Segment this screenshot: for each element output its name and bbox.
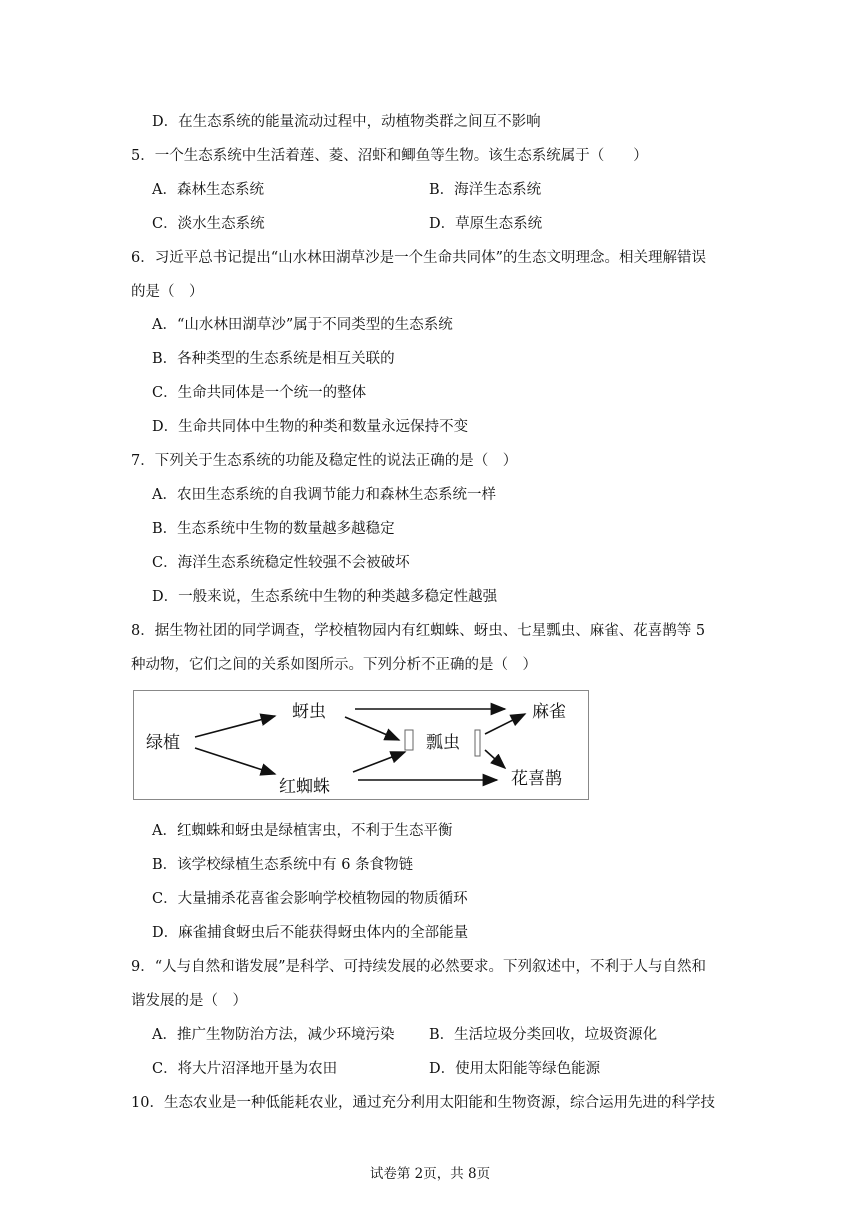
q7-option-b: B．生态系统中生物的数量越多越稳定 bbox=[152, 521, 395, 537]
node-aphid: 蚜虫 bbox=[292, 702, 326, 722]
q7-option-d: D．一般来说，生态系统中生物的种类越多稳定性越强 bbox=[152, 589, 498, 605]
q9-option-d: D．使用太阳能等绿色能源 bbox=[429, 1061, 601, 1077]
q7-option-c: C．海洋生态系统稳定性较强不会被破坏 bbox=[152, 555, 410, 571]
q10-stem-line1: 10．生态农业是一种低能耗农业，通过充分利用太阳能和生物资源，综合运用先进的科学技 bbox=[131, 1095, 715, 1111]
q5-option-a: A．森林生态系统 bbox=[152, 182, 264, 198]
q8-option-c: C．大量捕杀花喜雀会影响学校植物园的物质循环 bbox=[152, 891, 468, 907]
q8-option-b: B．该学校绿植生态系统中有 6 条食物链 bbox=[152, 857, 414, 873]
q6-option-b: B．各种类型的生态系统是相互关联的 bbox=[152, 351, 395, 367]
node-green-plant: 绿植 bbox=[146, 733, 180, 753]
q6-option-d: D．生命共同体中生物的种类和数量永远保持不变 bbox=[152, 419, 469, 435]
node-ladybug: 瓢虫 bbox=[426, 733, 460, 753]
food-web-diagram bbox=[133, 690, 589, 800]
q8-option-d: D．麻雀捕食蚜虫后不能获得蚜虫体内的全部能量 bbox=[152, 925, 469, 941]
q8-stem-line2: 种动物，它们之间的关系如图所示。下列分析不正确的是（ ） bbox=[131, 657, 537, 673]
q5-option-d: D．草原生态系统 bbox=[429, 216, 543, 232]
node-red-spider: 红蜘蛛 bbox=[279, 777, 330, 797]
q6-option-a: A．“山水林田湖草沙”属于不同类型的生态系统 bbox=[152, 317, 453, 333]
q9-stem-line2: 谐发展的是（ ） bbox=[131, 993, 247, 1009]
q9-stem-line1: 9．“人与自然和谐发展”是科学、可持续发展的必然要求。下列叙述中，不利于人与自然和 bbox=[131, 959, 707, 975]
q8-option-a: A．红蜘蛛和蚜虫是绿植害虫，不利于生态平衡 bbox=[152, 823, 453, 839]
q6-stem-line2: 的是（ ） bbox=[131, 284, 204, 300]
q6-stem-line1: 6．习近平总书记提出“山水林田湖草沙是一个生命共同体”的生态文明理念。相关理解错误 bbox=[131, 250, 707, 266]
q5-option-b: B．海洋生态系统 bbox=[429, 182, 542, 198]
page-footer: 试卷第 2页，共 8页 bbox=[369, 1166, 491, 1182]
q7-option-a: A．农田生态系统的自我调节能力和森林生态系统一样 bbox=[152, 487, 496, 503]
q9-option-a: A．推广生物防治方法，减少环境污染 bbox=[152, 1027, 395, 1043]
node-magpie: 花喜鹊 bbox=[511, 769, 562, 789]
q5-option-c: C．淡水生态系统 bbox=[152, 216, 265, 232]
q5-stem: 5．一个生态系统中生活着莲、菱、沼虾和鲫鱼等生物。该生态系统属于（ ） bbox=[131, 148, 648, 164]
q7-stem: 7．下列关于生态系统的功能及稳定性的说法正确的是（ ） bbox=[131, 453, 518, 469]
node-sparrow: 麻雀 bbox=[532, 702, 566, 722]
q4-option-d: D．在生态系统的能量流动过程中，动植物类群之间互不影响 bbox=[152, 114, 541, 130]
q9-option-b: B．生活垃圾分类回收，垃圾资源化 bbox=[429, 1027, 658, 1043]
q9-option-c: C．将大片沼泽地开垦为农田 bbox=[152, 1061, 338, 1077]
q8-stem-line1: 8．据生物社团的同学调查，学校植物园内有红蜘蛛、蚜虫、七星瓢虫、麻雀、花喜鹊等 5 bbox=[131, 623, 706, 639]
q6-option-c: C．生命共同体是一个统一的整体 bbox=[152, 385, 367, 401]
